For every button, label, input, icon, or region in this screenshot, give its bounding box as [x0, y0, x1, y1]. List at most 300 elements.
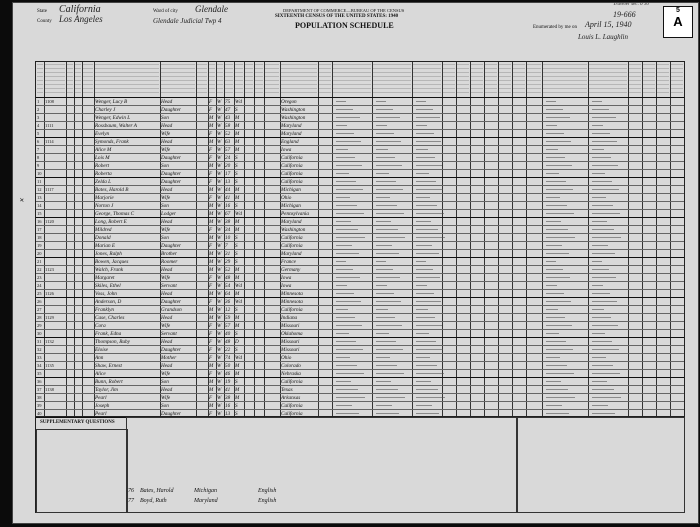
table-cell-marital: S — [235, 306, 238, 313]
column-divider — [244, 62, 245, 417]
table-cell-age: 47 — [225, 106, 231, 113]
handwriting-mark — [336, 357, 350, 358]
handwriting-mark — [546, 301, 571, 302]
table-cell-marital: S — [235, 250, 238, 257]
handwriting-mark — [376, 261, 386, 262]
handwriting-mark — [376, 349, 403, 350]
table-cell-name: Joseph — [95, 402, 110, 409]
sheet-number-box — [663, 6, 693, 38]
handwriting-mark — [416, 133, 434, 134]
handwriting-mark — [336, 133, 354, 134]
table-cell-sex: F — [209, 98, 213, 105]
table-cell-line: 16 — [37, 218, 42, 224]
table-cell-race: W — [217, 242, 222, 249]
column-divider — [526, 62, 527, 417]
table-cell-sex: F — [209, 130, 213, 137]
table-cell-relation: Son — [161, 162, 169, 169]
table-cell-sex: F — [209, 194, 213, 201]
handwriting-mark — [592, 189, 619, 190]
table-cell-sex: M — [209, 122, 214, 129]
table-cell-sex: M — [209, 386, 214, 393]
table-cell-line: 34 — [37, 362, 42, 368]
handwriting-mark — [376, 189, 403, 190]
handwriting-mark — [416, 277, 440, 278]
handwriting-mark — [592, 389, 614, 390]
handwriting-mark — [376, 317, 395, 318]
handwriting-mark — [416, 149, 428, 150]
column-header — [413, 64, 441, 95]
table-cell-race: W — [217, 122, 222, 129]
handwriting-mark — [336, 253, 359, 254]
table-cell-race: W — [217, 314, 222, 321]
table-cell-birthplace: Missouri — [281, 322, 300, 329]
table-cell-age: 20 — [225, 162, 231, 169]
table-cell-line: 25 — [37, 290, 42, 296]
handwriting-mark — [592, 229, 614, 230]
column-header — [319, 64, 331, 95]
table-cell-name: Cora — [95, 322, 106, 329]
table-cell-line: 9 — [37, 162, 40, 168]
handwriting-mark — [336, 381, 351, 382]
handwriting-mark — [336, 397, 365, 398]
table-cell-birthplace: Ohio — [281, 354, 292, 361]
table-cell-line: 21 — [37, 258, 42, 264]
column-divider — [656, 62, 657, 417]
supplementary-name: Bates, Harold — [140, 488, 174, 494]
handwriting-mark — [592, 117, 616, 118]
handwriting-mark — [546, 293, 564, 294]
table-cell-race: W — [217, 186, 222, 193]
table-cell-race: W — [217, 210, 222, 217]
handwriting-mark — [416, 293, 434, 294]
table-cell-age: 54 — [225, 282, 231, 289]
table-cell-race: W — [217, 130, 222, 137]
table-cell-marital: S — [235, 402, 238, 409]
table-cell-marital: Wd — [235, 298, 242, 305]
handwriting-mark — [376, 149, 388, 150]
handwriting-mark — [546, 245, 562, 246]
table-cell-relation: Head — [161, 98, 173, 105]
column-header — [209, 64, 215, 95]
handwriting-mark — [592, 141, 617, 142]
handwriting-mark — [546, 357, 560, 358]
handwriting-mark — [336, 205, 357, 206]
handwriting-mark — [546, 173, 559, 174]
table-cell-marital: M — [235, 194, 240, 201]
table-cell-race: W — [217, 194, 222, 201]
table-cell-race: W — [217, 306, 222, 313]
handwriting-mark — [592, 157, 611, 158]
table-cell-relation: Mother — [161, 354, 177, 361]
table-cell-name: Franklyn — [95, 306, 115, 313]
table-cell-race: W — [217, 370, 222, 377]
table-cell-race: W — [217, 234, 222, 241]
table-cell-age: 63 — [225, 138, 231, 145]
table-cell-name: Donald — [95, 234, 111, 241]
table-cell-relation: Son — [161, 202, 169, 209]
table-cell-line: 26 — [37, 298, 42, 304]
table-cell-age: 22 — [225, 346, 231, 353]
table-cell-name: Frank, Edna — [95, 330, 122, 337]
county-label: County — [37, 19, 52, 24]
handwriting-mark — [546, 325, 572, 326]
handwriting-mark — [376, 333, 389, 334]
table-cell-relation: Wife — [161, 194, 171, 201]
table-cell-relation: Head — [161, 218, 173, 225]
handwriting-mark — [376, 381, 391, 382]
table-cell-race: W — [217, 178, 222, 185]
table-cell-house: 1114 — [45, 138, 54, 144]
column-header — [95, 64, 159, 95]
handwriting-mark — [336, 349, 363, 350]
table-cell-line: 33 — [37, 354, 42, 360]
handwriting-mark — [376, 413, 399, 414]
handwriting-mark — [336, 189, 363, 190]
handwriting-mark — [336, 341, 356, 342]
handwriting-mark — [336, 373, 364, 374]
handwriting-mark — [416, 165, 442, 166]
handwriting-mark — [416, 373, 444, 374]
column-header — [83, 64, 93, 95]
table-cell-relation: Head — [161, 186, 173, 193]
table-cell-age: 17 — [225, 170, 231, 177]
table-cell-name: Voss, John — [95, 290, 117, 297]
handwriting-mark — [416, 413, 439, 414]
column-divider — [332, 62, 333, 417]
table-cell-line: 37 — [37, 386, 42, 392]
column-header — [485, 64, 497, 95]
handwriting-mark — [376, 221, 391, 222]
handwriting-mark — [376, 365, 397, 366]
handwriting-mark — [416, 237, 445, 238]
table-cell-relation: Head — [161, 138, 173, 145]
table-cell-race: W — [217, 346, 222, 353]
handwriting-mark — [546, 261, 556, 262]
table-cell-relation: Wife — [161, 394, 171, 401]
table-cell-age: 38 — [225, 394, 231, 401]
table-cell-marital: Wd — [235, 282, 242, 289]
handwriting-mark — [376, 181, 396, 182]
table-cell-name: Alice M — [95, 146, 112, 153]
table-cell-sex: F — [209, 282, 213, 289]
county-value: Los Angeles — [59, 14, 103, 24]
handwriting-mark — [416, 309, 428, 310]
column-header — [657, 64, 669, 95]
table-cell-race: W — [217, 266, 222, 273]
handwriting-mark — [592, 133, 610, 134]
top-right-note: Traveler sec. 6 10 — [613, 2, 649, 7]
ward-label: Ward of city — [153, 9, 178, 14]
handwriting-mark — [376, 269, 393, 270]
table-cell-birthplace: Washington — [281, 114, 306, 121]
supplementary-birthplace: Michigan — [194, 488, 217, 494]
ward-value: Glendale — [195, 4, 228, 14]
column-header — [643, 64, 655, 95]
column-header — [629, 64, 641, 95]
table-cell-age: 75 — [225, 98, 231, 105]
table-cell-marital: M — [235, 138, 240, 145]
table-cell-race: W — [217, 226, 222, 233]
table-cell-line: 8 — [37, 154, 40, 160]
table-cell-line: 10 — [37, 170, 42, 176]
table-cell-name: Norton J — [95, 202, 114, 209]
handwriting-mark — [546, 373, 574, 374]
supplementary-line: 77 — [128, 498, 134, 504]
column-header — [37, 64, 43, 95]
handwriting-mark — [376, 277, 400, 278]
table-cell-line: 19 — [37, 242, 42, 248]
handwriting-mark — [592, 173, 605, 174]
handwriting-mark — [416, 357, 430, 358]
table-cell-birthplace: France — [281, 258, 296, 265]
handwriting-mark — [592, 413, 615, 414]
table-cell-birthplace: California — [281, 154, 303, 161]
table-cell-line: 13 — [37, 194, 42, 200]
column-header — [197, 64, 207, 95]
handwriting-mark — [546, 317, 565, 318]
table-cell-house: 1123 — [45, 266, 54, 272]
table-cell-birthplace: Indiana — [281, 314, 298, 321]
table-cell-marital: M — [235, 290, 240, 297]
table-cell-sex: F — [209, 226, 213, 233]
handwriting-mark — [546, 149, 558, 150]
table-cell-age: 74 — [225, 354, 231, 361]
table-cell-sex: F — [209, 242, 213, 249]
handwriting-mark — [336, 317, 355, 318]
handwriting-mark — [546, 229, 568, 230]
handwriting-mark — [336, 309, 348, 310]
table-cell-sex: M — [209, 210, 214, 217]
sheet-letter: A — [673, 14, 683, 29]
table-cell-name: Symonds, Frank — [95, 138, 129, 145]
enumeration-district: 19-666 — [613, 10, 636, 19]
table-cell-house: 1129 — [45, 314, 54, 320]
column-header — [443, 64, 455, 95]
table-cell-name: George, Thomas C — [95, 210, 135, 217]
handwriting-mark — [592, 357, 606, 358]
column-header — [281, 64, 317, 95]
sheet-number: 5 — [676, 7, 680, 14]
handwriting-mark — [416, 405, 432, 406]
table-cell-marital: M — [235, 130, 240, 137]
table-cell-age: 19 — [225, 378, 231, 385]
handwriting-mark — [546, 237, 575, 238]
table-cell-relation: Grandson — [161, 306, 182, 313]
handwriting-mark — [416, 245, 432, 246]
table-cell-relation: Servant — [161, 330, 177, 337]
table-cell-marital: M — [235, 226, 240, 233]
handwriting-mark — [336, 237, 365, 238]
table-cell-relation: Servant — [161, 282, 177, 289]
table-cell-relation: Daughter — [161, 154, 181, 161]
column-divider — [264, 62, 265, 417]
table-cell-birthplace: California — [281, 378, 303, 385]
table-cell-race: W — [217, 274, 222, 281]
handwriting-mark — [546, 125, 557, 126]
handwriting-mark — [592, 349, 619, 350]
handwriting-mark — [416, 173, 429, 174]
table-cell-race: W — [217, 98, 222, 105]
table-cell-sex: F — [209, 330, 213, 337]
table-cell-race: W — [217, 362, 222, 369]
table-cell-sex: F — [209, 146, 213, 153]
supplementary-line: 76 — [128, 488, 134, 494]
table-cell-age: 64 — [225, 290, 231, 297]
table-cell-birthplace: Iowa — [281, 146, 292, 153]
table-cell-age: 12 — [225, 306, 231, 313]
handwriting-mark — [546, 197, 560, 198]
table-cell-birthplace: California — [281, 162, 303, 169]
table-cell-name: Bowen, Jacques — [95, 258, 129, 265]
table-cell-house: 1120 — [45, 218, 54, 224]
handwriting-mark — [336, 413, 359, 414]
handwriting-mark — [376, 197, 390, 198]
handwriting-mark — [592, 301, 617, 302]
table-cell-name: Evelyn — [95, 130, 110, 137]
table-cell-race: W — [217, 138, 222, 145]
handwriting-mark — [376, 141, 401, 142]
table-cell-relation: Head — [161, 314, 173, 321]
table-cell-name: Lois M — [95, 154, 110, 161]
table-cell-line: 27 — [37, 306, 42, 312]
handwriting-mark — [592, 293, 610, 294]
table-cell-sex: F — [209, 298, 213, 305]
handwriting-mark — [416, 117, 440, 118]
table-cell-house: 1108 — [45, 98, 54, 104]
table-cell-name: Thompson, Ruby — [95, 338, 130, 345]
table-cell-relation: Wife — [161, 146, 171, 153]
handwriting-mark — [376, 229, 398, 230]
table-cell-name: Charley J — [95, 106, 116, 113]
handwriting-mark — [592, 325, 618, 326]
table-cell-race: W — [217, 402, 222, 409]
table-cell-race: W — [217, 250, 222, 257]
table-cell-line: 35 — [37, 370, 42, 376]
table-cell-age: 50 — [225, 362, 231, 369]
table-cell-sex: M — [209, 266, 214, 273]
table-cell-age: 36 — [225, 298, 231, 305]
handwriting-mark — [546, 309, 558, 310]
table-cell-age: 24 — [225, 154, 231, 161]
handwriting-mark — [416, 101, 426, 102]
table-cell-marital: M — [235, 314, 240, 321]
table-cell-age: 16 — [225, 402, 231, 409]
handwriting-mark — [592, 261, 602, 262]
table-cell-birthplace: Washington — [281, 106, 306, 113]
table-cell-race: W — [217, 290, 222, 297]
handwriting-mark — [376, 397, 405, 398]
handwriting-mark — [336, 405, 352, 406]
column-header — [161, 64, 195, 95]
table-cell-age: 43 — [225, 114, 231, 121]
handwriting-mark — [376, 357, 390, 358]
handwriting-mark — [336, 389, 358, 390]
table-cell-marital: S — [235, 154, 238, 161]
handwriting-mark — [416, 365, 437, 366]
handwriting-mark — [416, 197, 430, 198]
table-cell-age: 38 — [225, 218, 231, 225]
supplementary-instructions — [36, 429, 128, 513]
handwriting-mark — [416, 269, 433, 270]
table-cell-relation: Brother — [161, 250, 177, 257]
table-cell-relation: Wife — [161, 274, 171, 281]
table-cell-age: 48 — [225, 274, 231, 281]
handwriting-mark — [336, 269, 353, 270]
table-cell-sex: F — [209, 354, 213, 361]
table-cell-line: 17 — [37, 226, 42, 232]
supplementary-title: SUPPLEMENTARY QUESTIONS — [40, 420, 115, 425]
handwriting-mark — [336, 141, 361, 142]
table-cell-line: 12 — [37, 186, 42, 192]
handwriting-mark — [376, 285, 387, 286]
column-divider — [498, 62, 499, 417]
handwriting-mark — [416, 325, 442, 326]
margin-annotation: ✕ — [20, 197, 26, 203]
handwriting-mark — [336, 117, 360, 118]
table-cell-relation: Son — [161, 114, 169, 121]
table-cell-race: W — [217, 154, 222, 161]
handwriting-mark — [592, 333, 605, 334]
column-header — [499, 64, 511, 95]
table-cell-race: W — [217, 338, 222, 345]
table-cell-line: 4 — [37, 122, 40, 128]
table-cell-name: Wenger, Edwin L — [95, 114, 131, 121]
table-cell-birthplace: Maryland — [281, 122, 302, 129]
table-cell-age: 16 — [225, 202, 231, 209]
handwriting-mark — [376, 117, 400, 118]
table-cell-name: Rossbaum, Walter A — [95, 122, 137, 129]
handwriting-mark — [416, 253, 439, 254]
table-cell-birthplace: England — [281, 138, 299, 145]
column-divider — [456, 62, 457, 417]
table-cell-marital: M — [235, 114, 240, 121]
table-cell-marital: M — [235, 218, 240, 225]
column-header — [45, 64, 65, 95]
table-cell-birthplace: Iowa — [281, 282, 292, 289]
census-sheet — [12, 2, 699, 524]
table-cell-age: 40 — [225, 330, 231, 337]
handwriting-mark — [546, 365, 567, 366]
table-cell-relation: Wife — [161, 226, 171, 233]
handwriting-mark — [376, 205, 397, 206]
table-cell-marital: M — [235, 370, 240, 377]
table-cell-age: 44 — [225, 186, 231, 193]
handwriting-mark — [376, 325, 402, 326]
table-cell-name: Marjorie — [95, 194, 114, 201]
table-cell-line: 36 — [37, 378, 42, 384]
table-cell-name: Pearl — [95, 394, 107, 401]
handwriting-mark — [416, 261, 426, 262]
handwriting-mark — [546, 413, 569, 414]
handwriting-mark — [592, 269, 609, 270]
table-cell-marital: M — [235, 146, 240, 153]
table-cell-age: 29 — [225, 258, 231, 265]
table-cell-sex: F — [209, 154, 213, 161]
table-cell-relation: Daughter — [161, 242, 181, 249]
table-cell-birthplace: Maryland — [281, 130, 302, 137]
table-cell-age: 57 — [225, 322, 231, 329]
handwriting-mark — [336, 213, 364, 214]
handwriting-mark — [592, 221, 607, 222]
table-cell-line: 14 — [37, 202, 42, 208]
table-cell-race: W — [217, 322, 222, 329]
handwriting-mark — [376, 173, 389, 174]
table-cell-race: W — [217, 354, 222, 361]
column-header — [67, 64, 73, 95]
handwriting-mark — [336, 221, 351, 222]
column-header — [235, 64, 243, 95]
table-cell-house: 1138 — [45, 386, 54, 392]
